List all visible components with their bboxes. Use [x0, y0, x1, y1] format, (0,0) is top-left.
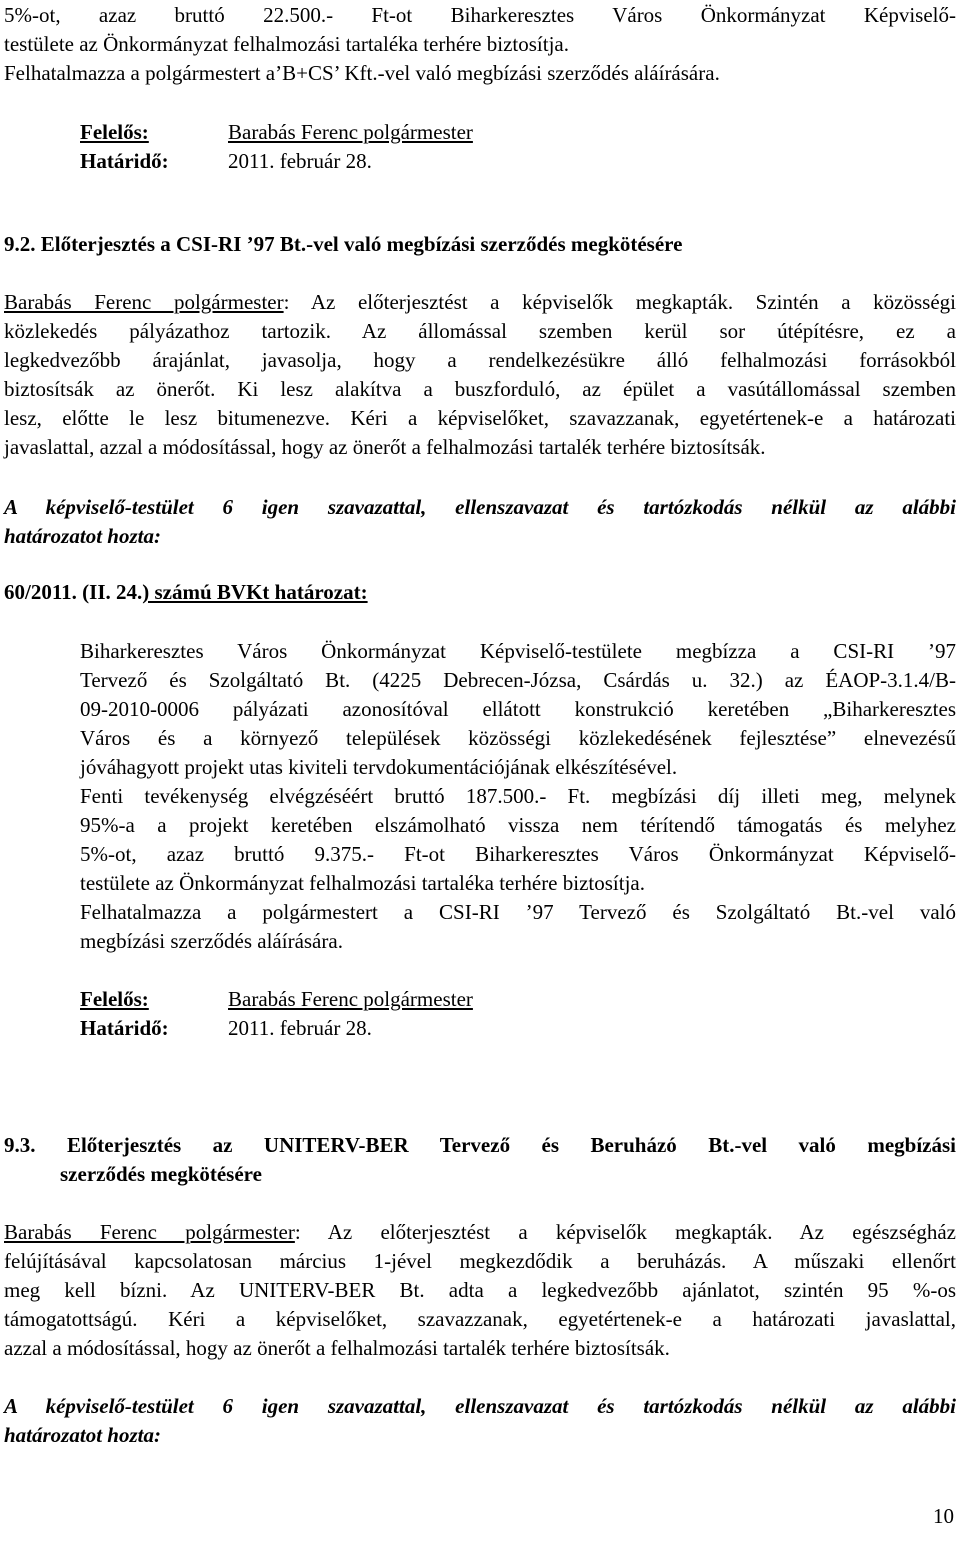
- speech-paragraph: Barabás Ferenc polgármester: Az előterjesztést a képviselők megkapták. Az egészségház felújításával kapcsolatosan március 1-jével megkezdődik a beruházás. A műszaki ellenőrt meg kell bízni. Az UNITERV-BER Bt. adta a legkedvezőbb ajánlatot, szintén 95 %-os támogatottságú. Kéri a képviselőket, szavazzanak, egyetértenek-e a határozati javaslattal, azzal a módosítással, hogy az önerőt a felhalmozási tartalék terhére biztosítsák.: [4, 1220, 956, 1360]
- speaker-name: Barabás Ferenc polgármester: [4, 1220, 295, 1244]
- responsible-value: Barabás Ferenc polgármester: [228, 120, 473, 144]
- top-paragraph: [4, 1, 956, 88]
- resolution-number: 60/2011. (II. 24.) számú BVKt határozat:: [4, 580, 368, 604]
- text-line: Felhatalmazza a polgármestert a’B+CS’ Kft.-vel való megbízási szerződés aláírására.: [4, 61, 720, 85]
- text-line: testülete az Önkormányzat felhalmozási tartaléka terhére biztosítja.: [4, 32, 569, 56]
- responsible-value: Barabás Ferenc polgármester: [228, 987, 473, 1011]
- speech-paragraph: Barabás Ferenc polgármester: Az előterjesztést a képviselők megkapták. Szintén a közösségi közlekedés pályázathoz tartozik. Az állomással szemben kerül sor útépítésre, ez a legkedvezőbb árajánlat, javasolja, hogy a rendelkezésükre álló felhalmozási forrásokból biztosítsák az önerőt. Ki lesz alakítva a buszforduló, az épület a vasútállomással szemben lesz, előtte le lesz bitumenezve. Kéri a képviselőket, szavazzanak, egyetértenek-e a határozati javaslattal, azzal a módosítással, hogy az önerőt a felhalmozási tartalék terhére biztosítsák.: [4, 290, 957, 459]
- vote-statement: A képviselő-testület 6 igen szavazattal, ellenszavazat és tartózkodás nélkül az alábbi határozatot hozta:: [4, 495, 956, 548]
- deadline-label: Határidő:: [80, 149, 169, 173]
- section-heading-9-2: 9.2. Előterjesztés a CSI-RI ’97 Bt.-vel való megbízási szerződés megkötésére: [4, 232, 683, 256]
- resolution-text: Biharkeresztes Város Önkormányzat Képviselő-testülete megbízza a CSI-RI ’97 Tervező és Szolgáltató Bt. (4225 Debrecen-Józsa, Csárdás u. 32.) az ÉAOP-3.1.4/B- 09-2010-0006 pályázati azonosítóval ellátott konstrukció keretében „Biharkeresztes Város és a környező települések közösségi közlekedésének fejlesztése” elnevezésű jóváhagyott projekt utas kiviteli tervdokumentációjának elkészítésével. Fenti tevékenység elvégzéséért bruttó 187.500.- Ft. megbízási díj illeti meg, melynek 95%-a a projekt keretében elszámolható vissza nem térítendő támogatás és melyhez 5%-ot, azaz bruttó 9.375.- Ft-ot Biharkeresztes Város Önkormányzat Képviselő- testülete az Önkormányzat felhalmozási tartaléka terhére biztosítja. Felhatalmazza a polgármestert a CSI-RI ’97 Tervező és Szolgáltató Bt.-vel való megbízási szerződés aláírására.: [80, 639, 956, 953]
- responsible-label: Felelős:: [80, 987, 149, 1011]
- text-line: 5%-ot, azaz bruttó 22.500.- Ft-ot Biharkeresztes Város Önkormányzat Képviselő-: [4, 3, 956, 27]
- responsible-label: Felelős:: [80, 120, 149, 144]
- deadline-value: 2011. február 28.: [228, 1016, 372, 1040]
- responsible-block: [80, 118, 956, 176]
- deadline-label: Határidő:: [80, 1016, 169, 1040]
- section-heading-9-3: 9.3. Előterjesztés az UNITERV-BER Tervező és Beruházó Bt.-vel való megbízási szerződés megkötésére: [4, 1133, 956, 1186]
- deadline-value: 2011. február 28.: [228, 149, 372, 173]
- speaker-name: Barabás Ferenc polgármester: [4, 290, 284, 314]
- page-number: 10: [933, 1504, 954, 1528]
- vote-statement: A képviselő-testület 6 igen szavazattal, ellenszavazat és tartózkodás nélkül az alábbi határozatot hozta:: [4, 1394, 956, 1447]
- responsible-block: [80, 985, 956, 1043]
